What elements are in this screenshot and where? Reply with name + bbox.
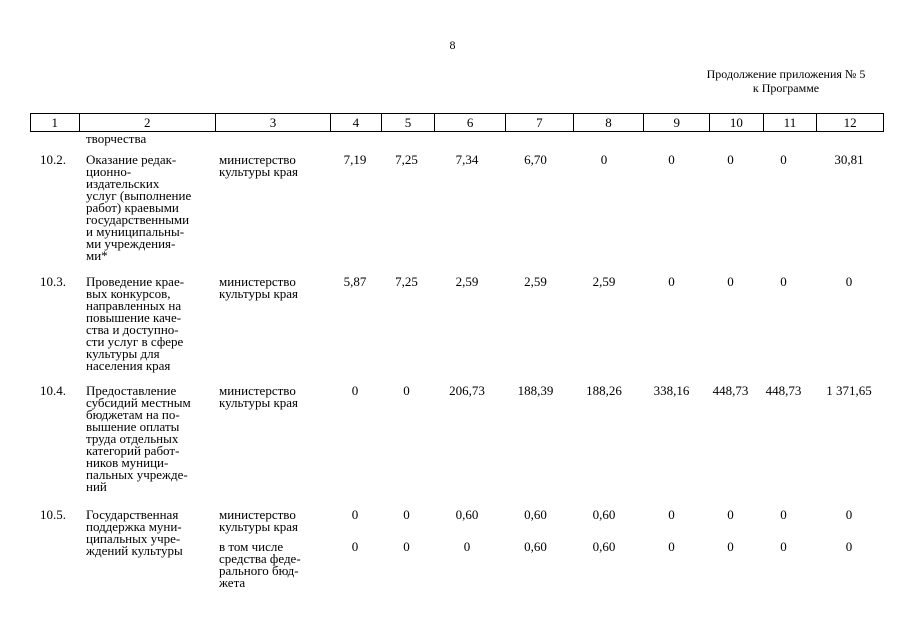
sub-value-col-5: 0 bbox=[403, 539, 410, 554]
value-col-5: 0 bbox=[403, 507, 410, 522]
header-col-6: 6 bbox=[435, 114, 506, 132]
row-id: 10.5. bbox=[40, 507, 66, 522]
header-col-5: 5 bbox=[381, 114, 435, 132]
sub-value-col-6: 0 bbox=[463, 539, 471, 554]
sub-value-col-8: 0,60 bbox=[592, 539, 616, 554]
row-id: 10.4. bbox=[40, 383, 66, 398]
value-col-8: 188,26 bbox=[586, 383, 622, 398]
sub-value-col-12: 0 bbox=[845, 539, 853, 554]
row-name: Проведение крае- вых конкурсов, направленных на повышение каче- ства и доступно- сти услуг в сфере культуры для населения края bbox=[86, 274, 185, 373]
value-col-10: 448,73 bbox=[712, 383, 749, 398]
row-executor: министерство культуры края bbox=[219, 507, 299, 534]
sub-row-executor: в том числе средства феде- рального бюд- жета bbox=[219, 539, 301, 590]
value-col-4: 5,87 bbox=[343, 274, 367, 289]
row-id: 10.3. bbox=[40, 274, 66, 289]
continuation-line-1: Продолжение приложения № 5 bbox=[706, 67, 866, 81]
value-col-9: 338,16 bbox=[653, 383, 690, 398]
value-col-9: 0 bbox=[668, 274, 675, 289]
value-col-6: 7,34 bbox=[455, 152, 479, 167]
header-col-9: 9 bbox=[644, 114, 710, 132]
header-col-2: 2 bbox=[79, 114, 215, 132]
header-col-7: 7 bbox=[505, 114, 573, 132]
sub-value-col-7: 0,60 bbox=[524, 539, 547, 554]
continuation-line-2: к Программе bbox=[752, 81, 820, 95]
header-col-10: 10 bbox=[710, 114, 764, 132]
value-col-11: 448,73 bbox=[765, 383, 802, 398]
value-col-5: 7,25 bbox=[395, 274, 418, 289]
value-col-12: 0 bbox=[845, 274, 853, 289]
value-col-11: 0 bbox=[780, 274, 787, 289]
value-col-8: 0,60 bbox=[592, 507, 616, 522]
value-col-7: 6,70 bbox=[524, 152, 547, 167]
value-col-12: 1 371,65 bbox=[826, 383, 872, 398]
value-col-4: 0 bbox=[351, 383, 359, 398]
value-col-6: 0,60 bbox=[455, 507, 479, 522]
sub-value-col-9: 0 bbox=[668, 539, 675, 554]
value-col-9: 0 bbox=[668, 152, 675, 167]
header-col-12: 12 bbox=[817, 114, 884, 132]
row-executor: министерство культуры края bbox=[219, 383, 299, 410]
sub-value-col-4: 0 bbox=[351, 539, 359, 554]
value-col-8: 2,59 bbox=[592, 274, 616, 289]
value-col-4: 0 bbox=[351, 507, 359, 522]
row-id: 10.2. bbox=[40, 152, 66, 167]
sub-value-col-10: 0 bbox=[727, 539, 734, 554]
row-executor: министерство культуры края bbox=[219, 274, 299, 301]
continuation-note bbox=[676, 67, 896, 95]
value-col-9: 0 bbox=[668, 507, 675, 522]
value-col-6: 2,59 bbox=[455, 274, 479, 289]
value-col-7: 0,60 bbox=[524, 507, 547, 522]
value-col-10: 0 bbox=[727, 274, 734, 289]
sub-value-col-11: 0 bbox=[780, 539, 787, 554]
value-col-7: 188,39 bbox=[517, 383, 554, 398]
row-executor: министерство культуры края bbox=[219, 152, 299, 179]
column-number-header bbox=[30, 113, 884, 132]
value-col-11: 0 bbox=[780, 152, 787, 167]
carryover-text: творчества bbox=[86, 131, 147, 146]
row-name: Предоставление субсидий местным бюджетам на по- вышение оплаты труда отдельных категорий работ- ников муници- пальных учрежде- ний bbox=[86, 383, 191, 494]
page-number: 8 bbox=[449, 38, 456, 52]
value-col-11: 0 bbox=[780, 507, 787, 522]
value-col-10: 0 bbox=[727, 152, 734, 167]
value-col-12: 30,81 bbox=[834, 152, 864, 167]
header-col-4: 4 bbox=[331, 114, 382, 132]
value-col-8: 0 bbox=[600, 152, 608, 167]
header-col-1: 1 bbox=[31, 114, 80, 132]
header-col-8: 8 bbox=[573, 114, 644, 132]
header-col-3: 3 bbox=[215, 114, 330, 132]
header-col-11: 11 bbox=[763, 114, 817, 132]
row-name: Государственная поддержка муни- ципальных учре- ждений культуры bbox=[86, 507, 183, 558]
value-col-5: 0 bbox=[403, 383, 410, 398]
row-name: Оказание редак- ционно- издательских услуг (выполнение работ) краевыми государственными и муниципальны- ми учреждения- ми* bbox=[86, 152, 192, 263]
value-col-5: 7,25 bbox=[395, 152, 418, 167]
value-col-6: 206,73 bbox=[449, 383, 485, 398]
value-col-10: 0 bbox=[727, 507, 734, 522]
value-col-12: 0 bbox=[845, 507, 853, 522]
value-col-4: 7,19 bbox=[343, 152, 367, 167]
value-col-7: 2,59 bbox=[524, 274, 547, 289]
